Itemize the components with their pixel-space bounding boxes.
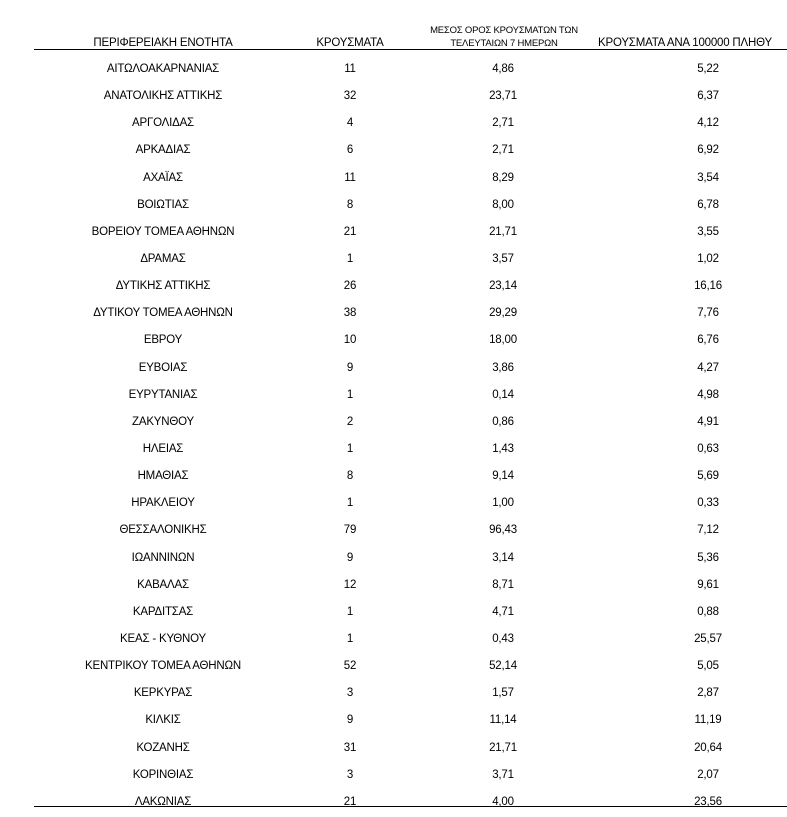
avg-7-days-cell: 29,29	[489, 307, 517, 320]
table-body	[0, 57, 787, 817]
table-row	[0, 546, 787, 573]
avg-7-days-cell: 3,57	[492, 252, 514, 265]
cases-cell: 1	[346, 497, 354, 510]
header-avg-7-days: ΜΕΣΟΣ ΟΡΟΣ ΚΡΟΥΣΜΑΤΩΝ ΤΩΝ ΤΕΛΕΥΤΑΙΩΝ 7 ΗΜΕΡΩΝ	[430, 25, 578, 49]
table-row	[0, 708, 787, 735]
per-100k-cell: 20,64	[694, 741, 722, 754]
cases-cell: 1	[346, 252, 354, 265]
region-cell: ΚΑΡΔΙΤΣΑΣ	[132, 605, 194, 618]
per-100k-cell: 6,78	[697, 198, 719, 211]
avg-7-days-cell: 1,57	[492, 687, 514, 700]
avg-7-days-cell: 2,71	[492, 117, 514, 130]
per-100k-cell: 9,61	[697, 578, 719, 591]
avg-7-days-cell: 8,71	[492, 578, 514, 591]
per-100k-cell: 16,16	[694, 280, 722, 293]
cases-cell: 38	[343, 307, 357, 320]
per-100k-cell: 6,92	[697, 144, 719, 157]
cases-cell: 8	[346, 470, 354, 483]
per-100k-cell: 25,57	[694, 632, 722, 645]
header-cases: ΚΡΟΥΣΜΑΤΑ	[316, 37, 384, 49]
avg-7-days-cell: 1,00	[492, 497, 514, 510]
avg-7-days-cell: 0,86	[492, 415, 514, 428]
header-per-100k: ΚΡΟΥΣΜΑΤΑ ΑΝΑ 100000 ΠΛΗΘΥ	[598, 37, 772, 49]
region-cell: ΚΑΒΑΛΑΣ	[137, 578, 189, 591]
table-row	[0, 437, 787, 464]
table-row	[0, 356, 787, 383]
avg-7-days-cell: 18,00	[489, 334, 517, 347]
per-100k-cell: 6,76	[697, 334, 719, 347]
avg-7-days-cell: 9,14	[492, 470, 514, 483]
region-cell: ΘΕΣΣΑΛΟΝΙΚΗΣ	[119, 524, 207, 537]
region-cell: ΑΧΑΪΑΣ	[143, 171, 183, 184]
table-row	[0, 138, 787, 165]
table-row	[0, 247, 787, 274]
per-100k-cell: 6,37	[697, 90, 719, 103]
region-cell: ΚΙΛΚΙΣ	[145, 714, 181, 727]
per-100k-cell: 3,55	[697, 225, 719, 238]
cases-cell: 79	[343, 524, 357, 537]
region-cell: ΔΥΤΙΚΗΣ ΑΤΤΙΚΗΣ	[115, 280, 211, 293]
avg-7-days-cell: 3,14	[492, 551, 514, 564]
region-cell: ΗΜΑΘΙΑΣ	[137, 470, 189, 483]
table-row	[0, 627, 787, 654]
avg-7-days-cell: 0,14	[492, 388, 514, 401]
per-100k-cell: 11,19	[694, 714, 722, 727]
cases-cell: 1	[346, 388, 354, 401]
cases-cell: 32	[343, 90, 357, 103]
per-100k-cell: 4,98	[697, 388, 719, 401]
header-region: ΠΕΡΙΦΕΡΕΙΑΚΗ ΕΝΟΤΗΤΑ	[93, 37, 233, 49]
cases-cell: 9	[346, 361, 354, 374]
region-cell: ΚΕΝΤΡΙΚΟΥ ΤΟΜΕΑ ΑΘΗΝΩΝ	[85, 660, 241, 673]
cases-cell: 6	[346, 144, 354, 157]
region-cell: ΒΟΡΕΙΟΥ ΤΟΜΕΑ ΑΘΗΝΩΝ	[91, 225, 235, 238]
avg-7-days-cell: 52,14	[489, 660, 517, 673]
cases-cell: 12	[343, 578, 357, 591]
table-row	[0, 193, 787, 220]
region-cell: ΑΡΓΟΛΙΔΑΣ	[132, 117, 194, 130]
cases-cell: 2	[346, 415, 354, 428]
table-row	[0, 57, 787, 84]
avg-7-days-cell: 4,71	[492, 605, 514, 618]
table-row	[0, 573, 787, 600]
region-cell: ΔΡΑΜΑΣ	[140, 252, 186, 265]
per-100k-cell: 23,56	[694, 795, 722, 808]
cases-cell: 11	[344, 171, 356, 184]
table-row	[0, 328, 787, 355]
region-cell: ΑΝΑΤΟΛΙΚΗΣ ΑΤΤΙΚΗΣ	[103, 90, 223, 103]
region-cell: ΑΡΚΑΔΙΑΣ	[135, 144, 191, 157]
cases-cell: 21	[343, 795, 357, 808]
table-row	[0, 111, 787, 138]
per-100k-cell: 5,69	[697, 470, 719, 483]
cases-cell: 10	[343, 334, 357, 347]
table-row	[0, 166, 787, 193]
region-cell: ΗΛΕΙΑΣ	[142, 442, 184, 455]
region-cell: ΑΙΤΩΛΟΑΚΑΡΝΑΝΙΑΣ	[106, 63, 220, 75]
per-100k-cell: 0,63	[697, 442, 719, 455]
table-row	[0, 681, 787, 708]
cases-cell: 1	[346, 442, 354, 455]
avg-7-days-cell: 3,71	[492, 768, 514, 781]
cases-cell: 26	[343, 280, 357, 293]
table-row	[0, 763, 787, 790]
per-100k-cell: 5,22	[697, 63, 719, 75]
cases-cell: 11	[344, 63, 356, 75]
avg-7-days-cell: 11,14	[489, 714, 517, 727]
region-cell: ΚΟΡΙΝΘΙΑΣ	[132, 768, 194, 781]
per-100k-cell: 5,36	[697, 551, 719, 564]
table-row	[0, 790, 787, 817]
footer-divider	[34, 806, 787, 807]
per-100k-cell: 7,76	[697, 307, 719, 320]
region-cell: ΙΩΑΝΝΙΝΩΝ	[131, 551, 195, 564]
cases-cell: 9	[346, 551, 354, 564]
avg-7-days-cell: 4,86	[492, 63, 514, 75]
avg-7-days-cell: 8,29	[492, 171, 514, 184]
table-row	[0, 518, 787, 545]
per-100k-cell: 3,54	[697, 171, 719, 184]
avg-7-days-cell: 23,14	[489, 280, 517, 293]
table-row	[0, 736, 787, 763]
table-row	[0, 410, 787, 437]
per-100k-cell: 4,27	[697, 361, 719, 374]
table-row	[0, 491, 787, 518]
avg-7-days-cell: 4,00	[492, 795, 514, 808]
avg-7-days-cell: 0,43	[492, 632, 514, 645]
avg-7-days-cell: 1,43	[492, 442, 514, 455]
avg-7-days-cell: 23,71	[489, 90, 517, 103]
cases-cell: 8	[346, 198, 354, 211]
per-100k-cell: 2,87	[697, 687, 719, 700]
region-cell: ΒΟΙΩΤΙΑΣ	[137, 198, 189, 211]
table-row	[0, 220, 787, 247]
region-cell: ΖΑΚΥΝΘΟΥ	[132, 415, 194, 428]
header-divider	[34, 49, 787, 50]
avg-7-days-cell: 8,00	[492, 198, 514, 211]
region-cell: ΚΕΡΚΥΡΑΣ	[133, 687, 193, 700]
per-100k-cell: 1,02	[697, 252, 719, 265]
table-row	[0, 464, 787, 491]
cases-cell: 3	[346, 768, 354, 781]
per-100k-cell: 0,33	[697, 497, 719, 510]
avg-7-days-cell: 21,71	[489, 225, 517, 238]
region-cell: ΗΡΑΚΛΕΙΟΥ	[131, 497, 195, 510]
cases-cell: 9	[346, 714, 354, 727]
avg-7-days-cell: 2,71	[492, 144, 514, 157]
per-100k-cell: 2,07	[697, 768, 719, 781]
table-row	[0, 274, 787, 301]
region-cell: ΕΥΒΟΙΑΣ	[138, 361, 188, 374]
cases-cell: 31	[343, 741, 357, 754]
per-100k-cell: 4,12	[697, 117, 719, 130]
avg-7-days-cell: 96,43	[489, 524, 517, 537]
table-row	[0, 600, 787, 627]
per-100k-cell: 5,05	[697, 660, 719, 673]
cases-cell: 4	[346, 117, 354, 130]
cases-cell: 3	[346, 687, 354, 700]
table-row	[0, 84, 787, 111]
region-cell: ΕΥΡΥΤΑΝΙΑΣ	[128, 388, 198, 401]
region-cell: ΕΒΡΟΥ	[143, 334, 183, 347]
table-header	[0, 0, 787, 50]
cases-cell: 1	[346, 632, 354, 645]
avg-7-days-cell: 3,86	[492, 361, 514, 374]
region-cell: ΚΕΑΣ - ΚΥΘΝΟΥ	[120, 632, 206, 645]
region-cell: ΛΑΚΩΝΙΑΣ	[134, 795, 192, 808]
region-cell: ΔΥΤΙΚΟΥ ΤΟΜΕΑ ΑΘΗΝΩΝ	[93, 307, 233, 320]
cases-cell: 1	[346, 605, 354, 618]
table-row	[0, 383, 787, 410]
cases-cell: 21	[343, 225, 357, 238]
per-100k-cell: 7,12	[697, 524, 719, 537]
per-100k-cell: 4,91	[697, 415, 719, 428]
region-cell: ΚΟΖΑΝΗΣ	[136, 741, 190, 754]
per-100k-cell: 0,88	[697, 605, 719, 618]
cases-cell: 52	[343, 660, 357, 673]
avg-7-days-cell: 21,71	[489, 741, 517, 754]
table-row	[0, 301, 787, 328]
table-row	[0, 654, 787, 681]
